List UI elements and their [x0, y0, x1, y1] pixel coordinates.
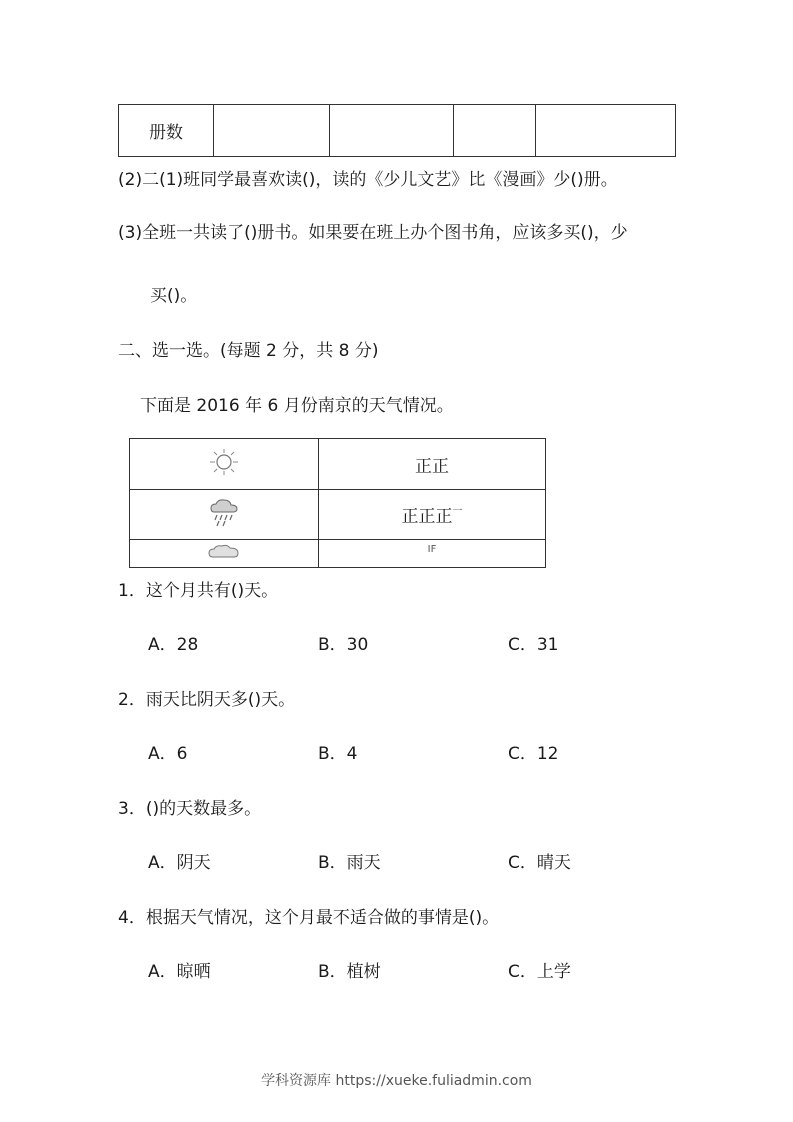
footer-watermark: 学科资源库 https://xueke.fuliadmin.com	[261, 1073, 532, 1089]
option-b: B．4	[318, 744, 358, 764]
empty-cell	[536, 105, 676, 157]
option-a: A．6	[148, 744, 188, 764]
icon-cell	[130, 540, 319, 568]
book-count-table	[118, 104, 676, 157]
tally-marks: 正正正	[401, 507, 453, 527]
mc-question-2: 2．雨天比阴天多()天。	[118, 690, 296, 710]
tally-cell	[319, 540, 546, 568]
option-c: C．12	[508, 744, 559, 764]
table-row	[130, 540, 546, 568]
tally-cell	[319, 439, 546, 490]
section-2-title: 二、选一选。(每题 2 分，共 8 分)	[118, 341, 379, 361]
option-c: C．上学	[508, 962, 571, 982]
mc-question-3: 3．()的天数最多。	[118, 799, 262, 819]
question-2-text: (2)二(1)班同学最喜欢读()，读的《少儿文艺》比《漫画》少()册。	[118, 170, 618, 190]
row-label-cell: 册数	[119, 105, 214, 157]
weather-table	[129, 438, 546, 568]
empty-cell	[214, 105, 330, 157]
question-3-text-line2: 买()。	[150, 286, 198, 306]
weather-intro: 下面是 2016 年 6 月份南京的天气情况。	[140, 396, 454, 416]
empty-cell	[454, 105, 536, 157]
rain-cloud-icon	[207, 497, 241, 532]
mc-question-4: 4．根据天气情况，这个月最不适合做的事情是()。	[118, 908, 500, 928]
option-b: B．雨天	[318, 853, 381, 873]
sun-icon	[207, 448, 241, 481]
tally-partial: IF	[427, 543, 437, 555]
question-3-text-line1: (3)全班一共读了()册书。如果要在班上办个图书角，应该多买()，少	[118, 223, 628, 243]
table-row	[119, 105, 676, 157]
icon-cell	[130, 439, 319, 490]
table-row	[130, 439, 546, 490]
option-a: A．阴天	[148, 853, 211, 873]
option-b: B．植树	[318, 962, 381, 982]
icon-cell	[130, 490, 319, 540]
cloud-icon	[207, 542, 241, 565]
tally-cell	[319, 490, 546, 540]
option-a: A．28	[148, 635, 199, 655]
tally-marks: 正正	[415, 456, 449, 477]
option-a: A．晾晒	[148, 962, 211, 982]
table-row	[130, 490, 546, 540]
option-b: B．30	[318, 635, 369, 655]
option-c: C．31	[508, 635, 559, 655]
tally-partial: 一	[452, 506, 463, 517]
empty-cell	[330, 105, 454, 157]
option-c: C．晴天	[508, 853, 571, 873]
mc-question-1: 1．这个月共有()天。	[118, 581, 279, 601]
